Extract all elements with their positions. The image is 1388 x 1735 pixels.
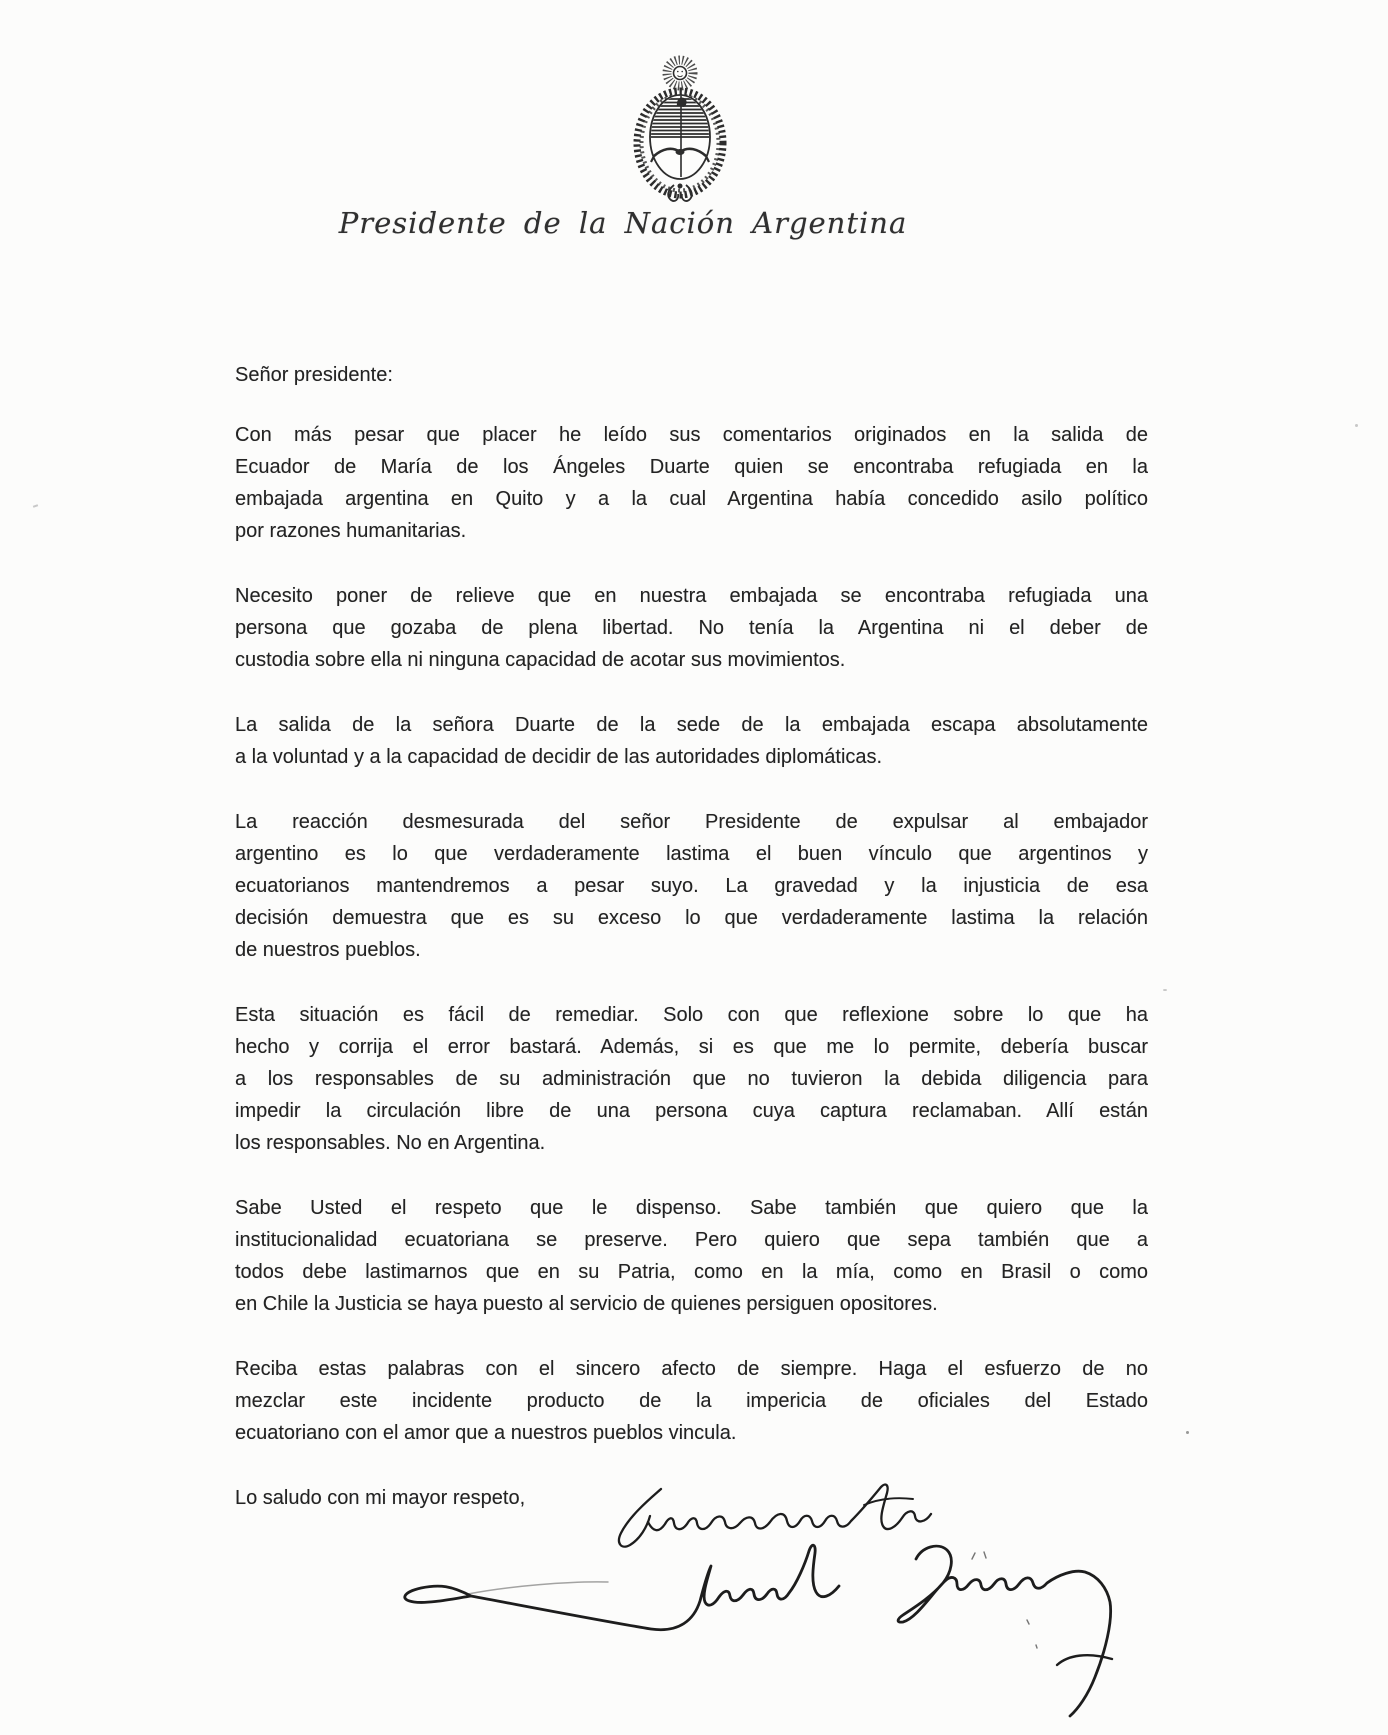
closing-line: Lo saludo con mi mayor respeto,	[235, 1487, 526, 1509]
scan-speck	[1355, 424, 1358, 427]
letter-line: Esta situación es fácil de remediar. Solo con que reflexione sobre lo que ha	[235, 1004, 1148, 1026]
letter-line: ecuatoriano con el amor que a nuestros pueblos vincula.	[235, 1422, 737, 1444]
letter-line: mezclar este incidente producto de la impericia de oficiales del Estado	[235, 1390, 1148, 1412]
scan-speck	[33, 504, 38, 508]
letter-line: por razones humanitarias.	[235, 520, 467, 542]
scan-speck	[1163, 989, 1167, 991]
paragraph	[235, 419, 1148, 547]
letter-line: Reciba estas palabras con el sincero afecto de siempre. Haga el esfuerzo de no	[235, 1358, 1148, 1380]
letter-line: La reacción desmesurada del señor Presidente de expulsar al embajador	[235, 811, 1148, 833]
letter-line: institucionalidad ecuatoriana se preserve. Pero quiero que sepa también que a	[235, 1229, 1148, 1251]
paragraph	[235, 709, 1148, 773]
letter-line: hecho y corrija el error bastará. Además, si es que me lo permite, debería buscar	[235, 1036, 1148, 1058]
scan-speck	[1186, 1431, 1189, 1434]
paragraph	[235, 580, 1148, 676]
letter-line: persona que gozaba de plena libertad. No tenía la Argentina ni el deber de	[235, 617, 1148, 639]
letter-line: Necesito poner de relieve que en nuestra embajada se encontraba refugiada una	[235, 585, 1148, 607]
letter-line: custodia sobre ella ni ninguna capacidad de acotar sus movimientos.	[235, 649, 846, 671]
letter-line: Sabe Usted el respeto que le dispenso. Sabe también que quiero que la	[235, 1197, 1148, 1219]
salutation: Señor presidente:	[235, 364, 393, 386]
letter-line: decisión demuestra que es su exceso lo que verdaderamente lastima la relación	[235, 907, 1148, 929]
letter-line: Con más pesar que placer he leído sus comentarios originados en la salida de	[235, 424, 1148, 446]
argentina-coat-of-arms-icon	[632, 49, 728, 203]
paragraph	[235, 999, 1148, 1159]
letter-line: todos debe lastimarnos que en su Patria, como en la mía, como en Brasil o como	[235, 1261, 1148, 1283]
letter-line: de nuestros pueblos.	[235, 939, 421, 961]
letter-line: a los responsables de su administración que no tuvieron la debida diligencia para	[235, 1068, 1148, 1090]
paragraph	[235, 806, 1148, 966]
signature-scrawl	[405, 1545, 1112, 1716]
letterhead-title: Presidente de la Nación Argentina	[338, 206, 908, 240]
letter-line: La salida de la señora Duarte de la sede de la embajada escapa absolutamente	[235, 714, 1148, 736]
letter-line: ecuatorianos mantendremos a pesar suyo. La gravedad y la injusticia de esa	[235, 875, 1148, 897]
paragraph	[235, 1353, 1148, 1449]
letter-line: argentino es lo que verdaderamente lastima el buen vínculo que argentinos y	[235, 843, 1148, 865]
letter-line: los responsables. No en Argentina.	[235, 1132, 546, 1154]
letter-line: impedir la circulación libre de una persona cuya captura reclamaban. Allí están	[235, 1100, 1148, 1122]
paragraph	[235, 1192, 1148, 1320]
letter-body	[235, 359, 1148, 1514]
letter-line: a la voluntad y a la capacidad de decidir de las autoridades diplomáticas.	[235, 746, 883, 768]
letter-line: Ecuador de María de los Ángeles Duarte quien se encontraba refugiada en la	[235, 456, 1148, 478]
letter-line: embajada argentina en Quito y a la cual Argentina había concedido asilo político	[235, 488, 1148, 510]
paragraphs-container	[235, 419, 1148, 1449]
letter-line: en Chile la Justicia se haya puesto al servicio de quienes persiguen opositores.	[235, 1293, 938, 1315]
